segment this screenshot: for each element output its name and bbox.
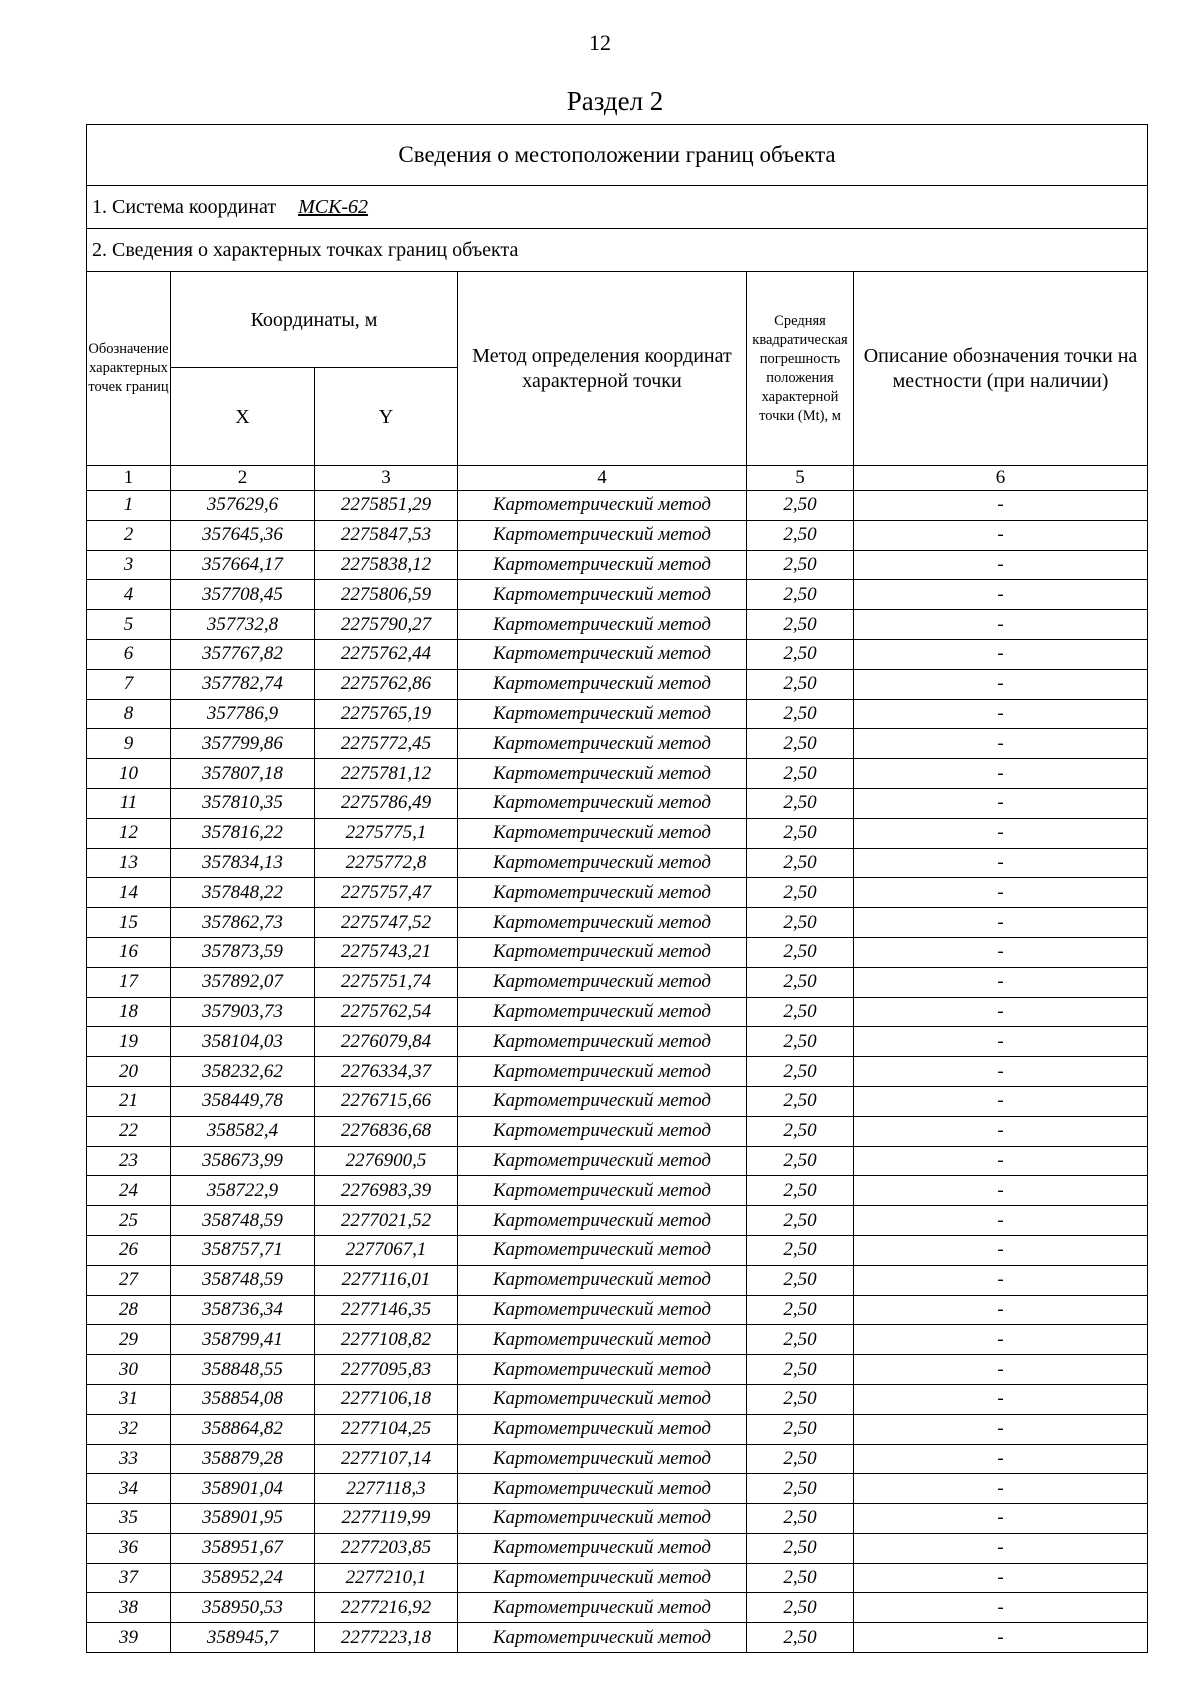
point-number: 34 [87,1474,171,1504]
coord-y: 2277107,14 [315,1444,458,1474]
table-row [87,1086,1148,1116]
point-number: 31 [87,1384,171,1414]
coord-x: 357862,73 [171,908,315,938]
description-cell: - [854,1563,1148,1593]
table-row [87,1504,1148,1534]
coord-y: 2275762,54 [315,997,458,1027]
coord-x: 357816,22 [171,818,315,848]
method-cell: Картометрический метод [458,908,747,938]
mean-error-cell: 2,50 [747,1146,854,1176]
description-cell: - [854,1533,1148,1563]
coord-x: 357629,6 [171,491,315,521]
coord-x: 358945,7 [171,1623,315,1653]
coord-y: 2277095,83 [315,1355,458,1385]
description-cell: - [854,699,1148,729]
coord-x: 358848,55 [171,1355,315,1385]
page-number: 12 [589,30,611,55]
coord-y: 2275751,74 [315,967,458,997]
method-cell: Картометрический метод [458,759,747,789]
table-row [87,788,1148,818]
description-cell: - [854,639,1148,669]
description-cell: - [854,491,1148,521]
coord-x: 358582,4 [171,1116,315,1146]
table-row [87,1206,1148,1236]
coord-y: 2275851,29 [315,491,458,521]
coord-y: 2277116,01 [315,1265,458,1295]
method-cell: Картометрический метод [458,1116,747,1146]
coord-x: 357799,86 [171,729,315,759]
coord-y: 2276715,66 [315,1086,458,1116]
mean-error-cell: 2,50 [747,1593,854,1623]
description-cell: - [854,1623,1148,1653]
table-row [87,1474,1148,1504]
point-number: 33 [87,1444,171,1474]
point-number: 7 [87,669,171,699]
mean-error-cell: 2,50 [747,1325,854,1355]
mean-error-cell: 2,50 [747,1384,854,1414]
header-y: Y [315,368,458,466]
coord-y: 2276900,5 [315,1146,458,1176]
description-cell: - [854,1206,1148,1236]
description-cell: - [854,610,1148,640]
mean-error-cell: 2,50 [747,639,854,669]
description-cell: - [854,1325,1148,1355]
table-row [87,550,1148,580]
column-number: 3 [315,466,458,491]
method-cell: Картометрический метод [458,520,747,550]
mean-error-cell: 2,50 [747,1444,854,1474]
coord-x: 357664,17 [171,550,315,580]
description-cell: - [854,908,1148,938]
point-number: 13 [87,848,171,878]
mean-error-cell: 2,50 [747,520,854,550]
mean-error-cell: 2,50 [747,1027,854,1057]
mean-error-cell: 2,50 [747,967,854,997]
coord-x: 357807,18 [171,759,315,789]
table-row [87,1295,1148,1325]
coord-y: 2275781,12 [315,759,458,789]
table-row [87,1563,1148,1593]
point-number: 14 [87,878,171,908]
method-cell: Картометрический метод [458,1176,747,1206]
point-number: 26 [87,1235,171,1265]
coord-x: 358879,28 [171,1444,315,1474]
method-cell: Картометрический метод [458,1146,747,1176]
column-number: 6 [854,466,1148,491]
coord-y: 2275747,52 [315,908,458,938]
mean-error-cell: 2,50 [747,1265,854,1295]
point-number: 24 [87,1176,171,1206]
header-coordinates: Координаты, м [171,272,458,368]
point-number: 10 [87,759,171,789]
coord-x: 357645,36 [171,520,315,550]
point-number: 12 [87,818,171,848]
point-number: 15 [87,908,171,938]
point-number: 29 [87,1325,171,1355]
table-row [87,699,1148,729]
mean-error-cell: 2,50 [747,908,854,938]
coord-y: 2276983,39 [315,1176,458,1206]
description-cell: - [854,580,1148,610]
coord-y: 2275743,21 [315,937,458,967]
mean-error-cell: 2,50 [747,788,854,818]
mean-error-cell: 2,50 [747,848,854,878]
column-number-row [87,466,1148,491]
description-cell: - [854,1057,1148,1087]
coord-y: 2275765,19 [315,699,458,729]
mean-error-cell: 2,50 [747,1206,854,1236]
table-row [87,639,1148,669]
description-cell: - [854,550,1148,580]
mean-error-cell: 2,50 [747,1504,854,1534]
coordinate-system-label: 1. Система координат [92,195,277,218]
table-title: Сведения о местоположении границ объекта [87,125,1148,186]
point-number: 35 [87,1504,171,1534]
coord-y: 2277104,25 [315,1414,458,1444]
mean-error-cell: 2,50 [747,1533,854,1563]
table-row [87,1057,1148,1087]
mean-error-cell: 2,50 [747,1057,854,1087]
point-number: 23 [87,1146,171,1176]
method-cell: Картометрический метод [458,1027,747,1057]
table-row [87,1384,1148,1414]
coord-y: 2277108,82 [315,1325,458,1355]
coordinate-system-row [87,186,1148,229]
description-cell: - [854,1444,1148,1474]
table-row [87,520,1148,550]
coord-x: 358673,99 [171,1146,315,1176]
header-x: X [171,368,315,466]
table-row [87,908,1148,938]
method-cell: Картометрический метод [458,818,747,848]
coord-y: 2275757,47 [315,878,458,908]
method-cell: Картометрический метод [458,1086,747,1116]
coord-y: 2275772,45 [315,729,458,759]
method-cell: Картометрический метод [458,997,747,1027]
mean-error-cell: 2,50 [747,1474,854,1504]
table-row [87,1593,1148,1623]
method-cell: Картометрический метод [458,639,747,669]
method-cell: Картометрический метод [458,550,747,580]
coord-y: 2275762,86 [315,669,458,699]
method-cell: Картометрический метод [458,491,747,521]
points-section-title: 2. Сведения о характерных точках границ объекта [87,229,1148,272]
description-cell: - [854,759,1148,789]
method-cell: Картометрический метод [458,1533,747,1563]
coord-x: 358951,67 [171,1533,315,1563]
point-number: 22 [87,1116,171,1146]
coord-y: 2277021,52 [315,1206,458,1236]
header-mean-error: Средняя квадратическая погрешность положения характерной точки (Mt), м [747,272,854,466]
mean-error-cell: 2,50 [747,878,854,908]
description-cell: - [854,1235,1148,1265]
coord-x: 358748,59 [171,1206,315,1236]
table-row [87,1325,1148,1355]
column-number: 2 [171,466,315,491]
coord-x: 358736,34 [171,1295,315,1325]
mean-error-cell: 2,50 [747,550,854,580]
point-number: 27 [87,1265,171,1295]
coord-x: 358952,24 [171,1563,315,1593]
method-cell: Картометрический метод [458,1414,747,1444]
point-number: 18 [87,997,171,1027]
coord-x: 357782,74 [171,669,315,699]
coord-x: 357786,9 [171,699,315,729]
coordinate-system-value: МСК-62 [298,195,369,218]
point-number: 1 [87,491,171,521]
coord-y: 2275772,8 [315,848,458,878]
coord-x: 358232,62 [171,1057,315,1087]
point-number: 39 [87,1623,171,1653]
mean-error-cell: 2,50 [747,580,854,610]
mean-error-cell: 2,50 [747,669,854,699]
coord-y: 2277146,35 [315,1295,458,1325]
description-cell: - [854,818,1148,848]
mean-error-cell: 2,50 [747,699,854,729]
coord-x: 358757,71 [171,1235,315,1265]
method-cell: Картометрический метод [458,1504,747,1534]
method-cell: Картометрический метод [458,1057,747,1087]
coord-x: 358799,41 [171,1325,315,1355]
method-cell: Картометрический метод [458,1444,747,1474]
section-title: Раздел 2 [566,86,664,116]
coord-x: 358901,04 [171,1474,315,1504]
method-cell: Картометрический метод [458,1593,747,1623]
table-row [87,1265,1148,1295]
description-cell: - [854,1355,1148,1385]
description-cell: - [854,848,1148,878]
coord-y: 2275775,1 [315,818,458,848]
description-cell: - [854,1474,1148,1504]
description-cell: - [854,520,1148,550]
boundary-table [86,124,1148,1653]
point-number: 20 [87,1057,171,1087]
table-row [87,1027,1148,1057]
point-number: 2 [87,520,171,550]
coord-x: 357732,8 [171,610,315,640]
mean-error-cell: 2,50 [747,1235,854,1265]
method-cell: Картометрический метод [458,967,747,997]
point-number: 37 [87,1563,171,1593]
header-method: Метод определения координат характерной точки [458,272,747,466]
header-description: Описание обозначения точки на местности (при наличии) [854,272,1148,466]
method-cell: Картометрический метод [458,1623,747,1653]
point-number: 16 [87,937,171,967]
table-row [87,1235,1148,1265]
point-number: 36 [87,1533,171,1563]
coord-x: 358104,03 [171,1027,315,1057]
table-row [87,729,1148,759]
table-row [87,997,1148,1027]
coord-y: 2276836,68 [315,1116,458,1146]
table-row [87,1533,1148,1563]
point-number: 11 [87,788,171,818]
column-number: 1 [87,466,171,491]
table-row [87,759,1148,789]
method-cell: Картометрический метод [458,788,747,818]
description-cell: - [854,1265,1148,1295]
description-cell: - [854,1146,1148,1176]
coord-x: 358449,78 [171,1086,315,1116]
method-cell: Картометрический метод [458,1355,747,1385]
description-cell: - [854,788,1148,818]
coord-x: 358864,82 [171,1414,315,1444]
table-row [87,1444,1148,1474]
mean-error-cell: 2,50 [747,610,854,640]
method-cell: Картометрический метод [458,1325,747,1355]
point-number: 4 [87,580,171,610]
coord-x: 357834,13 [171,848,315,878]
method-cell: Картометрический метод [458,1206,747,1236]
description-cell: - [854,1086,1148,1116]
method-cell: Картометрический метод [458,1563,747,1593]
point-number: 21 [87,1086,171,1116]
coord-y: 2277118,3 [315,1474,458,1504]
method-cell: Картометрический метод [458,669,747,699]
coord-x: 357708,45 [171,580,315,610]
coord-y: 2277203,85 [315,1533,458,1563]
table-row [87,967,1148,997]
coord-x: 357810,35 [171,788,315,818]
coord-y: 2277119,99 [315,1504,458,1534]
mean-error-cell: 2,50 [747,1563,854,1593]
point-number: 19 [87,1027,171,1057]
point-number: 5 [87,610,171,640]
method-cell: Картометрический метод [458,1384,747,1414]
coord-y: 2276079,84 [315,1027,458,1057]
coord-x: 357767,82 [171,639,315,669]
coord-y: 2277216,92 [315,1593,458,1623]
description-cell: - [854,967,1148,997]
description-cell: - [854,937,1148,967]
header-point-designation: Обозначение характерных точек границ [87,272,171,466]
mean-error-cell: 2,50 [747,997,854,1027]
point-number: 6 [87,639,171,669]
mean-error-cell: 2,50 [747,1355,854,1385]
coord-x: 357903,73 [171,997,315,1027]
coord-x: 357873,59 [171,937,315,967]
mean-error-cell: 2,50 [747,1116,854,1146]
table-row [87,1176,1148,1206]
table-row [87,610,1148,640]
coord-x: 358722,9 [171,1176,315,1206]
table-row [87,1623,1148,1653]
table-row [87,580,1148,610]
description-cell: - [854,1116,1148,1146]
table-row [87,669,1148,699]
table-row [87,1116,1148,1146]
point-number: 3 [87,550,171,580]
description-cell: - [854,1027,1148,1057]
mean-error-cell: 2,50 [747,491,854,521]
column-number: 4 [458,466,747,491]
method-cell: Картометрический метод [458,729,747,759]
point-number: 9 [87,729,171,759]
table-row [87,848,1148,878]
description-cell: - [854,1384,1148,1414]
mean-error-cell: 2,50 [747,818,854,848]
description-cell: - [854,1295,1148,1325]
method-cell: Картометрический метод [458,1265,747,1295]
description-cell: - [854,729,1148,759]
method-cell: Картометрический метод [458,937,747,967]
coord-y: 2276334,37 [315,1057,458,1087]
description-cell: - [854,669,1148,699]
coord-y: 2275790,27 [315,610,458,640]
method-cell: Картометрический метод [458,1235,747,1265]
method-cell: Картометрический метод [458,878,747,908]
coord-y: 2275806,59 [315,580,458,610]
mean-error-cell: 2,50 [747,759,854,789]
description-cell: - [854,878,1148,908]
coord-x: 358950,53 [171,1593,315,1623]
table-row [87,1414,1148,1444]
coord-x: 358901,95 [171,1504,315,1534]
column-number: 5 [747,466,854,491]
coord-y: 2275762,44 [315,639,458,669]
description-cell: - [854,997,1148,1027]
coord-y: 2277223,18 [315,1623,458,1653]
method-cell: Картометрический метод [458,848,747,878]
coord-x: 357892,07 [171,967,315,997]
table-row [87,1355,1148,1385]
point-number: 38 [87,1593,171,1623]
coord-x: 358854,08 [171,1384,315,1414]
mean-error-cell: 2,50 [747,1295,854,1325]
table-row [87,818,1148,848]
table-row [87,1146,1148,1176]
mean-error-cell: 2,50 [747,1086,854,1116]
mean-error-cell: 2,50 [747,937,854,967]
description-cell: - [854,1504,1148,1534]
coord-x: 358748,59 [171,1265,315,1295]
coord-y: 2277210,1 [315,1563,458,1593]
method-cell: Картометрический метод [458,1295,747,1325]
coord-y: 2275838,12 [315,550,458,580]
table-row [87,878,1148,908]
coord-y: 2277106,18 [315,1384,458,1414]
method-cell: Картометрический метод [458,699,747,729]
description-cell: - [854,1593,1148,1623]
mean-error-cell: 2,50 [747,1176,854,1206]
coord-y: 2275786,49 [315,788,458,818]
method-cell: Картометрический метод [458,610,747,640]
point-number: 17 [87,967,171,997]
point-number: 30 [87,1355,171,1385]
point-number: 28 [87,1295,171,1325]
coord-y: 2277067,1 [315,1235,458,1265]
coord-x: 357848,22 [171,878,315,908]
method-cell: Картометрический метод [458,1474,747,1504]
point-number: 8 [87,699,171,729]
description-cell: - [854,1176,1148,1206]
method-cell: Картометрический метод [458,580,747,610]
description-cell: - [854,1414,1148,1444]
table-row [87,491,1148,521]
mean-error-cell: 2,50 [747,729,854,759]
point-number: 25 [87,1206,171,1236]
coord-y: 2275847,53 [315,520,458,550]
mean-error-cell: 2,50 [747,1623,854,1653]
mean-error-cell: 2,50 [747,1414,854,1444]
table-row [87,937,1148,967]
point-number: 32 [87,1414,171,1444]
